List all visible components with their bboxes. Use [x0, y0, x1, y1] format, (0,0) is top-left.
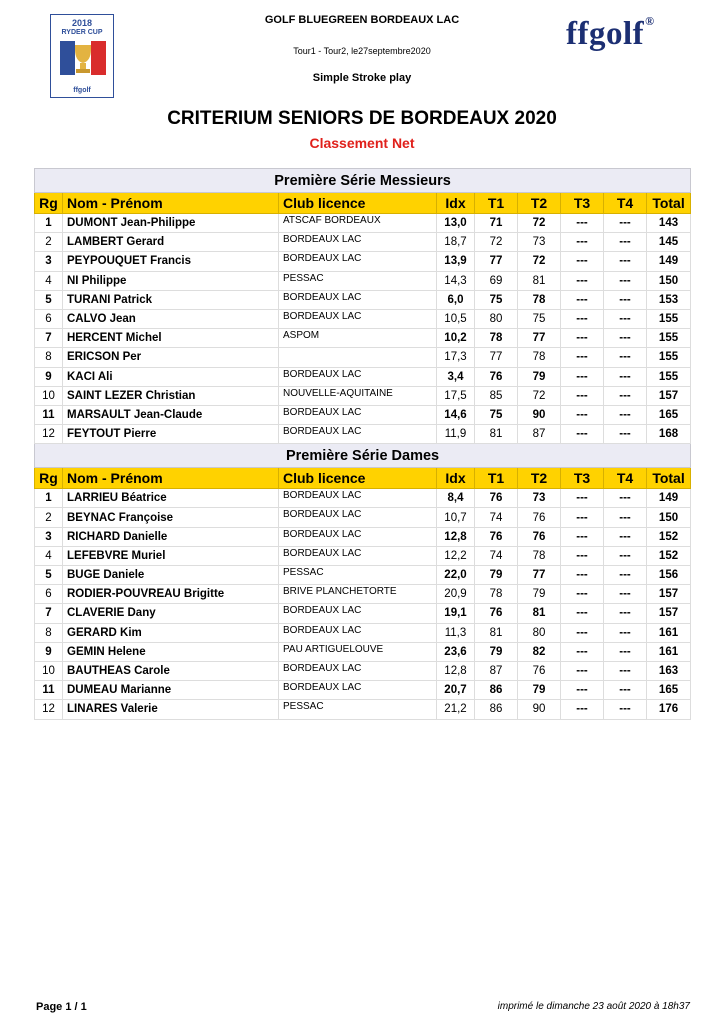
cell-t1: 86	[475, 681, 518, 700]
cell-t3: ---	[561, 661, 604, 680]
cell-t4: ---	[604, 642, 647, 661]
cell-t2: 79	[518, 585, 561, 604]
column-header-t3: T3	[561, 468, 604, 489]
cell-rank: 9	[35, 642, 63, 661]
club-name: GOLF BLUEGREEN BORDEAUX LAC	[264, 14, 460, 26]
column-header-index: Idx	[437, 193, 475, 214]
cell-total: 168	[647, 425, 691, 444]
logo-cup-text: RYDER CUP	[61, 29, 103, 36]
cell-t2: 76	[518, 661, 561, 680]
cell-t1: 79	[475, 566, 518, 585]
column-header-t4: T4	[604, 468, 647, 489]
cell-t2: 72	[518, 214, 561, 233]
cell-t3: ---	[561, 566, 604, 585]
cell-t4: ---	[604, 604, 647, 623]
cell-t2: 81	[518, 604, 561, 623]
page-number: Page 1 / 1	[36, 1001, 87, 1013]
table-row	[35, 233, 691, 252]
section-title: Première Série Dames	[35, 444, 691, 468]
table-row	[35, 489, 691, 508]
cell-t2: 81	[518, 271, 561, 290]
column-header-total: Total	[647, 193, 691, 214]
cell-total: 143	[647, 214, 691, 233]
cell-total: 145	[647, 233, 691, 252]
cell-t2: 72	[518, 252, 561, 271]
cell-t2: 78	[518, 546, 561, 565]
cell-t1: 80	[475, 309, 518, 328]
cell-rank: 6	[35, 309, 63, 328]
cell-rank: 4	[35, 546, 63, 565]
column-header-row	[35, 193, 691, 214]
cell-rank: 3	[35, 252, 63, 271]
cell-name: SAINT LEZER Christian	[63, 386, 279, 405]
cell-index: 22,0	[437, 566, 475, 585]
cell-t3: ---	[561, 642, 604, 661]
cell-t4: ---	[604, 309, 647, 328]
cell-t3: ---	[561, 386, 604, 405]
cell-t2: 72	[518, 386, 561, 405]
column-header-t1: T1	[475, 193, 518, 214]
cell-club: BORDEAUX LAC	[279, 405, 437, 424]
table-row	[35, 585, 691, 604]
cell-name: FEYTOUT Pierre	[63, 425, 279, 444]
cell-index: 23,6	[437, 642, 475, 661]
cell-rank: 12	[35, 425, 63, 444]
cell-t1: 75	[475, 290, 518, 309]
ryder-cup-logo	[50, 14, 114, 98]
cell-t1: 79	[475, 642, 518, 661]
cell-rank: 8	[35, 623, 63, 642]
cell-t3: ---	[561, 585, 604, 604]
cell-t2: 75	[518, 309, 561, 328]
cell-t4: ---	[604, 367, 647, 386]
column-header-row	[35, 468, 691, 489]
cell-rank: 1	[35, 214, 63, 233]
cell-t4: ---	[604, 489, 647, 508]
cell-t4: ---	[604, 425, 647, 444]
cell-t4: ---	[604, 290, 647, 309]
section-title: Première Série Messieurs	[35, 169, 691, 193]
column-header-rank: Rg	[35, 468, 63, 489]
table-row	[35, 604, 691, 623]
cell-index: 13,0	[437, 214, 475, 233]
cell-name: DUMEAU Marianne	[63, 681, 279, 700]
cell-t4: ---	[604, 252, 647, 271]
cell-index: 11,3	[437, 623, 475, 642]
column-header-rank: Rg	[35, 193, 63, 214]
ffgolf-logo-text: ffgolf	[566, 16, 645, 52]
cell-t1: 75	[475, 405, 518, 424]
cell-index: 8,4	[437, 489, 475, 508]
cell-name: LARRIEU Béatrice	[63, 489, 279, 508]
cell-index: 18,7	[437, 233, 475, 252]
cell-t4: ---	[604, 700, 647, 719]
cell-t2: 90	[518, 700, 561, 719]
ffgolf-logo	[566, 16, 655, 53]
cell-t1: 77	[475, 348, 518, 367]
cell-t1: 76	[475, 367, 518, 386]
column-header-t4: T4	[604, 193, 647, 214]
cell-name: BEYNAC Françoise	[63, 508, 279, 527]
cell-t3: ---	[561, 489, 604, 508]
logo-ffgolf-text: ffgolf	[73, 87, 91, 94]
cell-rank: 9	[35, 367, 63, 386]
cell-t2: 73	[518, 489, 561, 508]
cell-club: BRIVE PLANCHETORTE	[279, 585, 437, 604]
cell-t1: 78	[475, 329, 518, 348]
cell-t1: 69	[475, 271, 518, 290]
cell-index: 10,5	[437, 309, 475, 328]
cell-index: 20,7	[437, 681, 475, 700]
cell-t2: 90	[518, 405, 561, 424]
cell-t4: ---	[604, 546, 647, 565]
cell-index: 12,8	[437, 527, 475, 546]
cell-rank: 11	[35, 681, 63, 700]
cell-index: 10,7	[437, 508, 475, 527]
cell-name: NI Philippe	[63, 271, 279, 290]
cell-t3: ---	[561, 233, 604, 252]
cell-total: 150	[647, 271, 691, 290]
cell-total: 165	[647, 405, 691, 424]
ranking-type: Classement Net	[309, 135, 415, 151]
cell-t4: ---	[604, 271, 647, 290]
cell-index: 11,9	[437, 425, 475, 444]
cell-t4: ---	[604, 623, 647, 642]
cell-t2: 82	[518, 642, 561, 661]
cell-t2: 76	[518, 527, 561, 546]
cell-t3: ---	[561, 508, 604, 527]
cell-name: KACI Ali	[63, 367, 279, 386]
cell-club: BORDEAUX LAC	[279, 604, 437, 623]
cell-rank: 3	[35, 527, 63, 546]
cell-t3: ---	[561, 405, 604, 424]
column-header-t2: T2	[518, 468, 561, 489]
table-row	[35, 290, 691, 309]
cell-rank: 11	[35, 405, 63, 424]
cell-club: BORDEAUX LAC	[279, 233, 437, 252]
cell-name: LAMBERT Gerard	[63, 233, 279, 252]
cell-total: 161	[647, 623, 691, 642]
cell-club: PESSAC	[279, 566, 437, 585]
cell-t4: ---	[604, 329, 647, 348]
column-header-index: Idx	[437, 468, 475, 489]
cell-t2: 76	[518, 508, 561, 527]
column-header-club: Club licence	[279, 468, 437, 489]
cell-name: BAUTHEAS Carole	[63, 661, 279, 680]
cell-t2: 78	[518, 348, 561, 367]
cell-club: BORDEAUX LAC	[279, 546, 437, 565]
cell-t3: ---	[561, 214, 604, 233]
cell-club: ASPOM	[279, 329, 437, 348]
cell-total: 157	[647, 585, 691, 604]
column-header-club: Club licence	[279, 193, 437, 214]
cell-t4: ---	[604, 681, 647, 700]
cell-club: BORDEAUX LAC	[279, 309, 437, 328]
cell-rank: 4	[35, 271, 63, 290]
cell-total: 155	[647, 348, 691, 367]
cell-index: 19,1	[437, 604, 475, 623]
cell-club: ATSCAF BORDEAUX	[279, 214, 437, 233]
cell-club: PESSAC	[279, 271, 437, 290]
results-table	[34, 168, 691, 720]
cell-t3: ---	[561, 425, 604, 444]
cell-t3: ---	[561, 546, 604, 565]
cell-t2: 73	[518, 233, 561, 252]
cell-total: 152	[647, 546, 691, 565]
cell-t1: 81	[475, 623, 518, 642]
table-row	[35, 271, 691, 290]
cell-total: 157	[647, 386, 691, 405]
column-header-name: Nom - Prénom	[63, 193, 279, 214]
section-header	[35, 444, 691, 468]
cell-rank: 5	[35, 566, 63, 585]
cell-name: GERARD Kim	[63, 623, 279, 642]
cell-index: 12,2	[437, 546, 475, 565]
cell-t4: ---	[604, 348, 647, 367]
cell-t1: 71	[475, 214, 518, 233]
cell-t4: ---	[604, 233, 647, 252]
section-header	[35, 169, 691, 193]
cell-t2: 80	[518, 623, 561, 642]
cell-t3: ---	[561, 623, 604, 642]
cell-index: 14,3	[437, 271, 475, 290]
cell-rank: 2	[35, 233, 63, 252]
cell-t3: ---	[561, 527, 604, 546]
cell-club: PESSAC	[279, 700, 437, 719]
table-row	[35, 642, 691, 661]
cell-total: 163	[647, 661, 691, 680]
cell-index: 17,5	[437, 386, 475, 405]
table-row	[35, 214, 691, 233]
cell-club: BORDEAUX LAC	[279, 367, 437, 386]
cell-total: 149	[647, 489, 691, 508]
cell-name: CALVO Jean	[63, 309, 279, 328]
cell-club: BORDEAUX LAC	[279, 508, 437, 527]
cell-t4: ---	[604, 566, 647, 585]
cell-total: 152	[647, 527, 691, 546]
cell-name: LEFEBVRE Muriel	[63, 546, 279, 565]
table-row	[35, 700, 691, 719]
table-row	[35, 252, 691, 271]
cell-t4: ---	[604, 527, 647, 546]
cell-rank: 6	[35, 585, 63, 604]
column-header-t3: T3	[561, 193, 604, 214]
registered-icon: ®	[645, 14, 655, 28]
cell-t1: 76	[475, 527, 518, 546]
cell-t4: ---	[604, 585, 647, 604]
cell-name: PEYPOUQUET Francis	[63, 252, 279, 271]
table-row	[35, 405, 691, 424]
cell-t1: 74	[475, 508, 518, 527]
cell-t2: 87	[518, 425, 561, 444]
cell-total: 155	[647, 309, 691, 328]
cell-t1: 72	[475, 233, 518, 252]
cell-t2: 78	[518, 290, 561, 309]
cell-name: MARSAULT Jean-Claude	[63, 405, 279, 424]
table-row	[35, 425, 691, 444]
cell-t1: 74	[475, 546, 518, 565]
cell-club: BORDEAUX LAC	[279, 425, 437, 444]
cell-total: 155	[647, 367, 691, 386]
cell-club: BORDEAUX LAC	[279, 527, 437, 546]
cell-t4: ---	[604, 508, 647, 527]
cell-t3: ---	[561, 329, 604, 348]
cell-t2: 79	[518, 681, 561, 700]
cell-rank: 7	[35, 604, 63, 623]
cell-t1: 78	[475, 585, 518, 604]
logo-year: 2018	[71, 18, 93, 28]
cell-name: GEMIN Helene	[63, 642, 279, 661]
cell-club: BORDEAUX LAC	[279, 489, 437, 508]
column-header-t1: T1	[475, 468, 518, 489]
cell-rank: 7	[35, 329, 63, 348]
cell-club: BORDEAUX LAC	[279, 681, 437, 700]
cell-total: 150	[647, 508, 691, 527]
page-title: CRITERIUM SENIORS DE BORDEAUX 2020	[167, 108, 557, 129]
cell-club: PAU ARTIGUELOUVE	[279, 642, 437, 661]
cell-t3: ---	[561, 271, 604, 290]
cell-rank: 5	[35, 290, 63, 309]
cell-t4: ---	[604, 214, 647, 233]
cell-name: BUGE Daniele	[63, 566, 279, 585]
round-date: Tour1 - Tour2, le27septembre2020	[293, 46, 431, 56]
cell-t3: ---	[561, 252, 604, 271]
cell-name: HERCENT Michel	[63, 329, 279, 348]
cell-t4: ---	[604, 386, 647, 405]
column-header-t2: T2	[518, 193, 561, 214]
cell-total: 176	[647, 700, 691, 719]
cell-index: 14,6	[437, 405, 475, 424]
cell-index: 12,8	[437, 661, 475, 680]
cell-t3: ---	[561, 604, 604, 623]
cell-t2: 79	[518, 367, 561, 386]
table-row	[35, 623, 691, 642]
cell-t3: ---	[561, 700, 604, 719]
table-row	[35, 681, 691, 700]
cell-club: BORDEAUX LAC	[279, 661, 437, 680]
cell-name: RODIER-POUVREAU Brigitte	[63, 585, 279, 604]
cell-t3: ---	[561, 309, 604, 328]
cell-t3: ---	[561, 348, 604, 367]
table-row	[35, 386, 691, 405]
cell-club: BORDEAUX LAC	[279, 252, 437, 271]
cell-t1: 81	[475, 425, 518, 444]
cell-index: 20,9	[437, 585, 475, 604]
play-format: Simple Stroke play	[312, 72, 412, 84]
cell-club: NOUVELLE-AQUITAINE	[279, 386, 437, 405]
cell-rank: 8	[35, 348, 63, 367]
cell-t1: 87	[475, 661, 518, 680]
cell-total: 157	[647, 604, 691, 623]
cell-name: DUMONT Jean-Philippe	[63, 214, 279, 233]
cell-t1: 77	[475, 252, 518, 271]
cell-rank: 2	[35, 508, 63, 527]
cell-total: 153	[647, 290, 691, 309]
cell-rank: 1	[35, 489, 63, 508]
column-header-total: Total	[647, 468, 691, 489]
cell-index: 3,4	[437, 367, 475, 386]
cell-rank: 10	[35, 661, 63, 680]
cell-t3: ---	[561, 290, 604, 309]
cell-rank: 10	[35, 386, 63, 405]
cell-index: 6,0	[437, 290, 475, 309]
cell-t2: 77	[518, 566, 561, 585]
cell-index: 10,2	[437, 329, 475, 348]
cell-t2: 77	[518, 329, 561, 348]
cell-club: BORDEAUX LAC	[279, 623, 437, 642]
cell-index: 21,2	[437, 700, 475, 719]
cell-total: 149	[647, 252, 691, 271]
cell-t4: ---	[604, 661, 647, 680]
cell-t4: ---	[604, 405, 647, 424]
table-row	[35, 367, 691, 386]
table-row	[35, 661, 691, 680]
cell-club	[279, 348, 437, 367]
table-row	[35, 508, 691, 527]
cell-name: LINARES Valerie	[63, 700, 279, 719]
table-row	[35, 566, 691, 585]
table-row	[35, 527, 691, 546]
cell-total: 165	[647, 681, 691, 700]
cell-t3: ---	[561, 681, 604, 700]
cell-club: BORDEAUX LAC	[279, 290, 437, 309]
table-row	[35, 329, 691, 348]
cell-name: ERICSON Per	[63, 348, 279, 367]
cell-total: 155	[647, 329, 691, 348]
cell-t1: 86	[475, 700, 518, 719]
cell-name: RICHARD Danielle	[63, 527, 279, 546]
cell-t1: 76	[475, 489, 518, 508]
cell-index: 17,3	[437, 348, 475, 367]
cell-t1: 85	[475, 386, 518, 405]
print-timestamp: imprimé le dimanche 23 août 2020 à 18h37	[497, 1001, 690, 1012]
cell-name: TURANI Patrick	[63, 290, 279, 309]
table-row	[35, 546, 691, 565]
cell-rank: 12	[35, 700, 63, 719]
cell-name: CLAVERIE Dany	[63, 604, 279, 623]
cell-total: 161	[647, 642, 691, 661]
column-header-name: Nom - Prénom	[63, 468, 279, 489]
cell-total: 156	[647, 566, 691, 585]
cell-t1: 76	[475, 604, 518, 623]
table-row	[35, 309, 691, 328]
table-row	[35, 348, 691, 367]
cell-t3: ---	[561, 367, 604, 386]
cell-index: 13,9	[437, 252, 475, 271]
